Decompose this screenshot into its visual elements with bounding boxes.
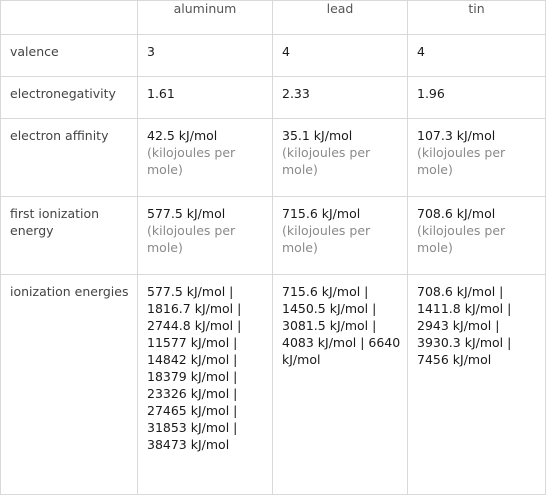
cell-value: 4 xyxy=(273,35,408,77)
header-cell-empty xyxy=(1,1,138,35)
header-cell-lead: lead xyxy=(273,1,408,35)
cell-value: 708.6 kJ/mol | 1411.8 kJ/mol | 2943 kJ/mol | 3930.3 kJ/mol | 7456 kJ/mol xyxy=(408,275,546,495)
cell-value: 4 xyxy=(408,35,546,77)
table-row xyxy=(1,119,546,197)
unit-note: (kilojoules per mole) xyxy=(147,145,236,177)
value-text: 715.6 kJ/mol xyxy=(282,206,361,221)
cell-value xyxy=(138,197,273,275)
table-row xyxy=(1,77,546,119)
value-text: 107.3 kJ/mol xyxy=(417,128,496,143)
cell-value xyxy=(408,119,546,197)
cell-value xyxy=(273,197,408,275)
unit-note: (kilojoules per mole) xyxy=(417,145,506,177)
cell-value xyxy=(273,119,408,197)
value-text: 42.5 kJ/mol xyxy=(147,128,218,143)
cell-value: 1.96 xyxy=(408,77,546,119)
cell-value: 3 xyxy=(138,35,273,77)
cell-value xyxy=(408,197,546,275)
cell-value: 715.6 kJ/mol | 1450.5 kJ/mol | 3081.5 kJ/mol | 4083 kJ/mol | 6640 kJ/mol xyxy=(273,275,408,495)
cell-value: 1.61 xyxy=(138,77,273,119)
header-cell-tin: tin xyxy=(408,1,546,35)
row-label-valence: valence xyxy=(1,35,138,77)
cell-value: 2.33 xyxy=(273,77,408,119)
value-text: 708.6 kJ/mol xyxy=(417,206,496,221)
cell-value: 577.5 kJ/mol | 1816.7 kJ/mol | 2744.8 kJ/mol | 11577 kJ/mol | 14842 kJ/mol | 18379 kJ/mol | 23326 kJ/mol | 27465 kJ/mol | 31853 kJ/mol | 38473 kJ/mol xyxy=(138,275,273,495)
unit-note: (kilojoules per mole) xyxy=(282,223,371,255)
unit-note: (kilojoules per mole) xyxy=(282,145,371,177)
header-cell-aluminum: aluminum xyxy=(138,1,273,35)
unit-note: (kilojoules per mole) xyxy=(417,223,506,255)
row-label-ionization-energies: ionization energies xyxy=(1,275,138,495)
value-text: 577.5 kJ/mol xyxy=(147,206,226,221)
row-label-electron-affinity: electron affinity xyxy=(1,119,138,197)
cell-value xyxy=(138,119,273,197)
row-label-electronegativity: electronegativity xyxy=(1,77,138,119)
table-row xyxy=(1,275,546,495)
unit-note: (kilojoules per mole) xyxy=(147,223,236,255)
table-row xyxy=(1,35,546,77)
value-text: 35.1 kJ/mol xyxy=(282,128,353,143)
table-row xyxy=(1,197,546,275)
row-label-first-ionization-energy: first ionization energy xyxy=(1,197,138,275)
header-row xyxy=(1,1,546,35)
